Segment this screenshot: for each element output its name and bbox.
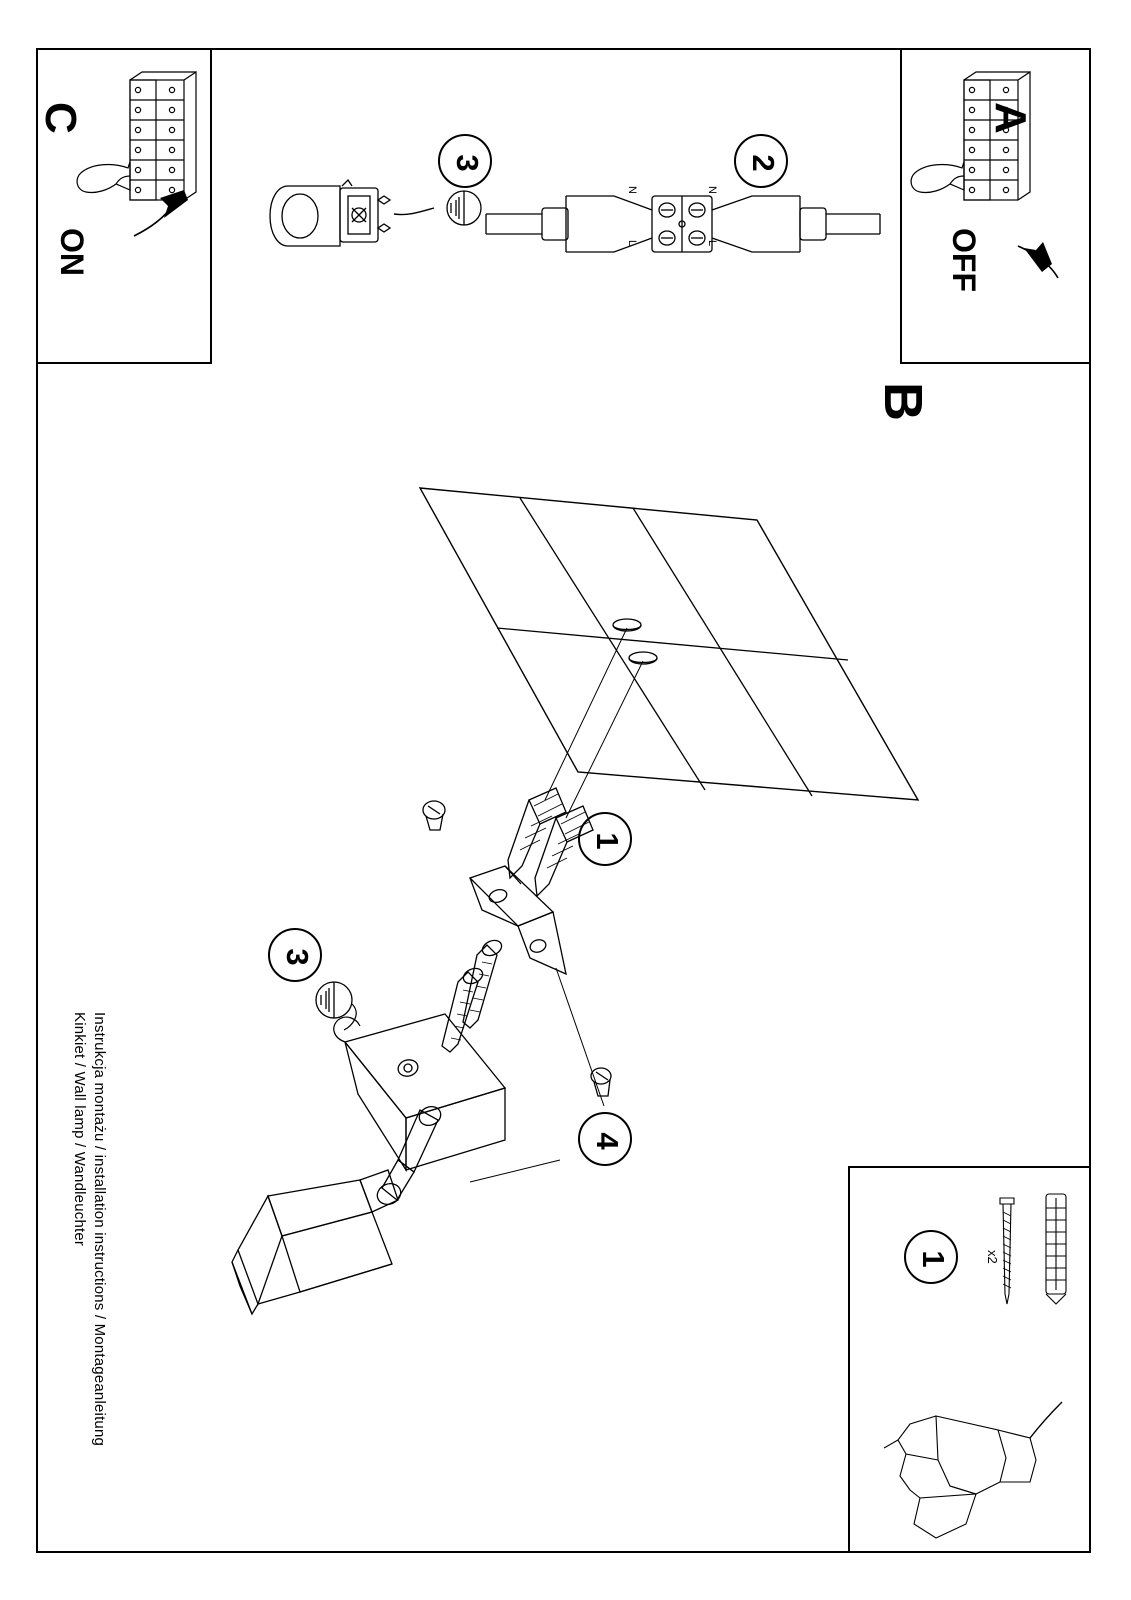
- terminal-label-n-right: N: [706, 186, 718, 194]
- step-badge-4: 4: [578, 1112, 632, 1166]
- step-badge-3: 3: [268, 928, 322, 982]
- step-badge-3-top: 3: [438, 134, 492, 188]
- parts-quantity-label: x2: [985, 1250, 1000, 1264]
- step-badge-2-top: 2: [734, 134, 788, 188]
- panel-a: [900, 48, 1091, 364]
- panel-c-letter: C: [36, 102, 85, 134]
- panel-a-letter: A: [986, 102, 1035, 134]
- panel-b-letter: B: [873, 382, 933, 421]
- step-badge-1: 1: [578, 812, 632, 866]
- panel-c-state-label: ON: [54, 228, 90, 276]
- terminal-label-l-left: L: [626, 240, 638, 247]
- title-line-1: Instrukcja montażu / installation instructions / Montageanleitung: [91, 1012, 108, 1447]
- terminal-label-l-right: L: [706, 240, 718, 247]
- parts-step-badge: 1: [904, 1230, 958, 1284]
- panel-a-state-label: OFF: [946, 228, 982, 292]
- panel-parts: [848, 1166, 1091, 1553]
- title-line-2: Kinkiet / Wall lamp / Wandleuchter: [71, 1012, 88, 1247]
- panel-c: [36, 48, 212, 364]
- terminal-label-n-left: N: [626, 186, 638, 194]
